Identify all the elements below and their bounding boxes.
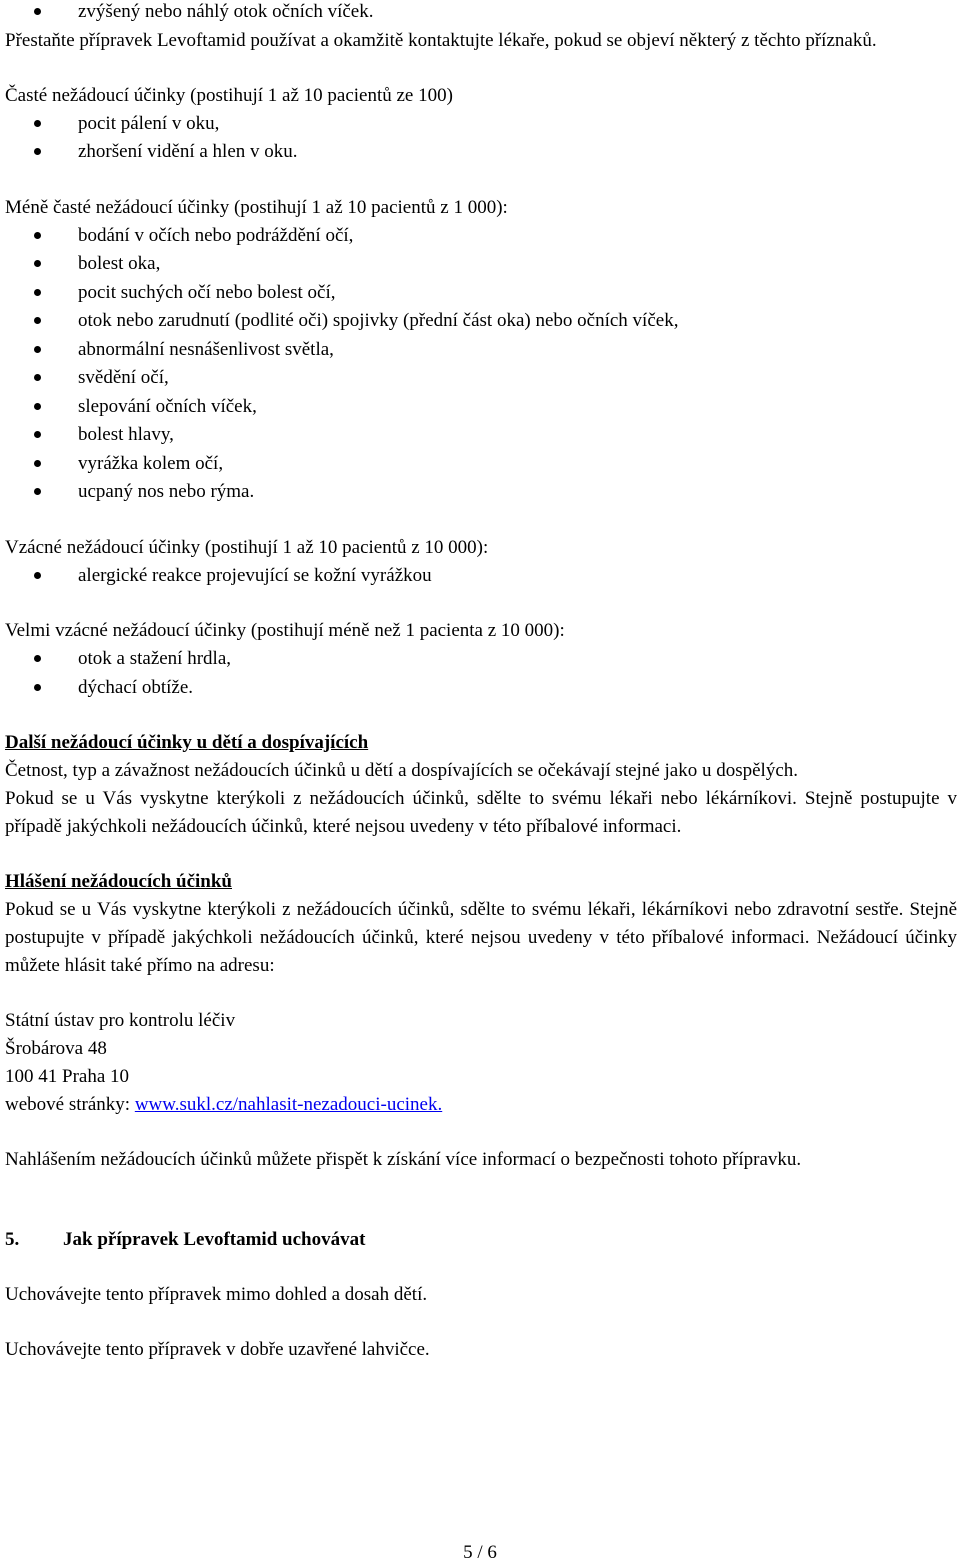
uncommon-heading: Méně časté nežádoucí účinky (postihují 1 až 10 pacientů z 1 000): [5,196,508,218]
list-item: bolest hlavy, [5,421,957,450]
top-list [5,0,957,27]
bullet-icon [34,403,41,410]
section-title: Jak přípravek Levoftamid uchovávat [63,1229,366,1250]
reporting-paragraph: Pokud se u Vás vyskytne kterýkoli z nežádoucích účinků, sdělte to svému lékaři, lékárníkovi nebo zdravotní sestře. Stejně postupujte v případě jakýchkoli nežádoucích účinků, které nejsou uvedeny v této příbalové informaci. Nežádoucí účinky můžete hlásit také přímo na adresu: [5,899,957,976]
sukl-link[interactable]: www.sukl.cz/nahlasit-nezadouci-ucinek. [134,1094,443,1115]
section-number: 5. [5,1229,20,1250]
list-item: pocit suchých očí nebo bolest očí, [5,279,957,308]
bullet-icon [34,317,41,324]
list-item: svědění očí, [5,364,957,393]
page-number: 5 / 6 [463,1542,497,1563]
very-rare-heading: Velmi vzácné nežádoucí účinky (postihují méně než 1 pacienta z 10 000): [5,620,565,641]
section-5-heading [5,1226,957,1254]
children-paragraph-2: Pokud se u Vás vyskytne kterýkoli z nežádoucích účinků, sdělte to svému lékaři nebo lékárníkovi. Stejně postupujte v případě jakýchkoli nežádoucích účinků, které nejsou uvedeny v této příbalové informaci. [5,788,957,837]
list-item: pocit pálení v oku, [5,110,957,139]
bullet-icon [34,684,41,691]
bullet-icon [34,572,41,579]
bullet-icon [34,148,41,155]
bullet-icon [34,431,41,438]
bullet-icon [34,460,41,467]
children-heading: Další nežádoucí účinky u dětí a dospívajících [5,732,369,753]
list-item: vyrážka kolem očí, [5,450,957,479]
uncommon-list [5,222,957,507]
list-item: otok a stažení hrdla, [5,645,957,674]
list-item: zhoršení vidění a hlen v oku. [5,138,957,167]
common-list [5,110,957,167]
address-line-3: 100 41 Praha 10 [5,1066,130,1087]
reporting-closing: Nahlášením nežádoucích účinků můžete přispět k získání více informací o bezpečnosti tohoto přípravku. [5,1149,802,1170]
bullet-icon [34,8,41,15]
list-item: abnormální nesnášenlivost světla, [5,336,957,365]
bullet-icon [34,488,41,495]
list-item: slepování očních víček, [5,393,957,422]
address-line-2: Šrobárova 48 [5,1038,107,1059]
rare-heading: Vzácné nežádoucí účinky (postihují 1 až 10 pacientů z 10 000): [5,536,489,558]
bullet-icon [34,346,41,353]
bullet-icon [34,655,41,662]
list-item: bolest oka, [5,250,957,279]
list-item: ucpaný nos nebo rýma. [5,478,957,507]
common-heading: Časté nežádoucí účinky (postihují 1 až 10 pacientů ze 100) [5,84,453,106]
children-paragraph-1: Četnost, typ a závažnost nežádoucích účinků u dětí a dospívajících se očekávají stejné jako u dospělých. [5,760,798,781]
bullet-icon [34,260,41,267]
storage-paragraph-1: Uchovávejte tento přípravek mimo dohled a dosah dětí. [5,1284,428,1305]
bullet-icon [34,374,41,381]
list-item: otok nebo zarudnutí (podlité oči) spojivky (přední část oka) nebo očních víček, [5,307,957,336]
storage-paragraph-2: Uchovávejte tento přípravek v dobře uzavřené lahvičce. [5,1339,430,1360]
address-web: webové stránky: www.sukl.cz/nahlasit-nezadouci-ucinek. [5,1094,443,1115]
address-line-1: Státní ústav pro kontrolu léčiv [5,1010,236,1031]
bullet-icon [34,232,41,239]
document-page [5,0,957,1364]
bullet-icon [34,289,41,296]
list-item: alergické reakce projevující se kožní vyrážkou [5,562,957,591]
list-item: dýchací obtíže. [5,674,957,703]
very-rare-list [5,645,957,702]
list-item: bodání v očích nebo podráždění očí, [5,222,957,251]
list-item: zvýšený nebo náhlý otok očních víček. [5,0,957,27]
warning-text: Přestaňte přípravek Levoftamid používat a okamžitě kontaktujte lékaře, pokud se objeví některý z těchto příznaků. [5,29,877,51]
rare-list [5,562,957,591]
bullet-icon [34,120,41,127]
reporting-heading: Hlášení nežádoucích účinků [5,871,232,892]
